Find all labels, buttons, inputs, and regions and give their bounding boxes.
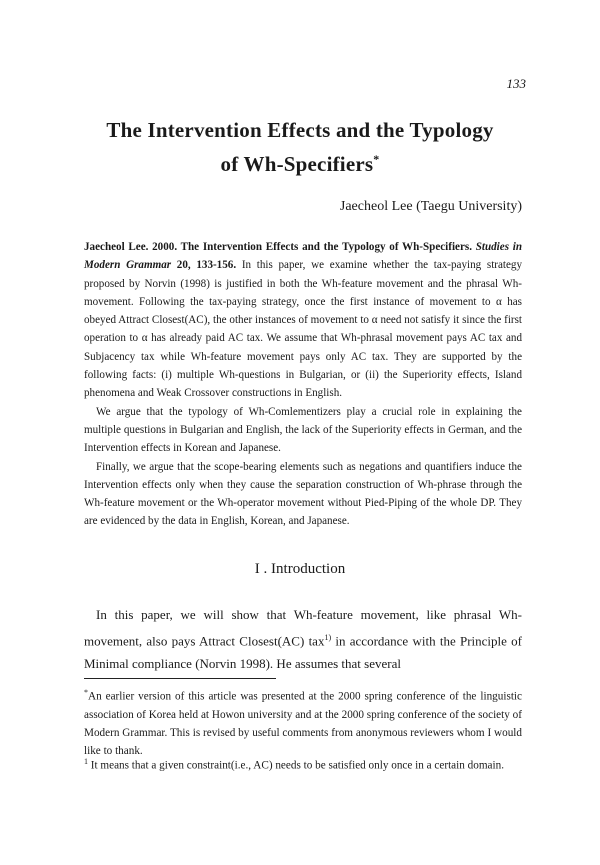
page-number: 133	[506, 76, 526, 91]
title-line-2: of Wh-Specifiers*	[220, 152, 380, 176]
title-line-1: The Intervention Effects and the Typology	[106, 118, 494, 142]
abstract-paragraph-3: Finally, we argue that the scope-bearing elements such as negations and quantifiers induce the Intervention effects only when they cause the separation construction of Wh-phrase through the Wh-feature movement or the Wh-operator movement without Pied-Piping of the whole DP. They are evidenced by the data in English, Korean, and Japanese.	[84, 460, 522, 528]
intro-paragraph: In this paper, we will show that Wh-feature movement, like phrasal Wh-movement, also pays Attract Closest(AC) tax$^{1)}$ in accordance with the Principle of Minimal compliance (Norvin 1998). He assumes that several	[84, 607, 522, 672]
footnote-2: $^1$ It means that a given constraint(i.e., AC) needs to be satisfied only once in a certain domain.	[84, 757, 504, 772]
abstract	[84, 238, 522, 531]
abstract-paragraph-1	[84, 238, 522, 403]
abstract-paragraph-2: We argue that the typology of Wh-Comlementizers play a crucial role in explaining the multiple questions in Bulgarian and English, the lack of the Superiority effects in German, and the Intervention effects in Korean and Japanese.	[84, 405, 522, 455]
footnote-2-mark: 1	[84, 757, 88, 766]
journal-name: Studies in Modern Grammar	[84, 241, 522, 272]
title-footnote-mark: *	[373, 152, 380, 166]
volume-pages: 20, 133-156.	[176, 259, 237, 272]
footnote-reference: 1)	[324, 633, 332, 642]
footnote-1: *An earlier version of this article was presented at the 2000 spring conference of the linguistic association of Korea held at Howon university and at the 2000 spring conference of the society of Modern Grammar. This is revised by useful comments from anonymous reviewers whom I would like to thank.	[84, 688, 522, 758]
author-affiliation: Jaecheol Lee (Taegu University)	[339, 199, 522, 214]
footnote-divider	[84, 678, 276, 679]
section-heading: I . Introduction	[254, 561, 346, 577]
footnote-1-mark: *	[84, 688, 88, 697]
abstract-citation: Jaecheol Lee. 2000. The Intervention Effects and the Typology of Wh-Specifiers.	[84, 241, 472, 253]
abstract-text-1: In this paper, we examine whether the tax-paying strategy proposed by Norvin (1998) is justified in both the Wh-feature movement and the phrasal Wh-movement. Following the tax-paying strategy, once the first instance of movement to α has obeyed Attract Closest(AC), the other instances of movement to α need not satisfy it since the first operation to α has already paid AC tax. We assume that Wh-phrasal movement pays AC tax and Subjacency tax while Wh-feature movement pays only AC tax. They are supported by the following facts: (i) multiple Wh-questions in Bulgarian, or (ii) the Superiority effects, Island phenomena and Weak Crossover constructions in English.	[84, 259, 523, 400]
paper-title	[40, 116, 560, 179]
